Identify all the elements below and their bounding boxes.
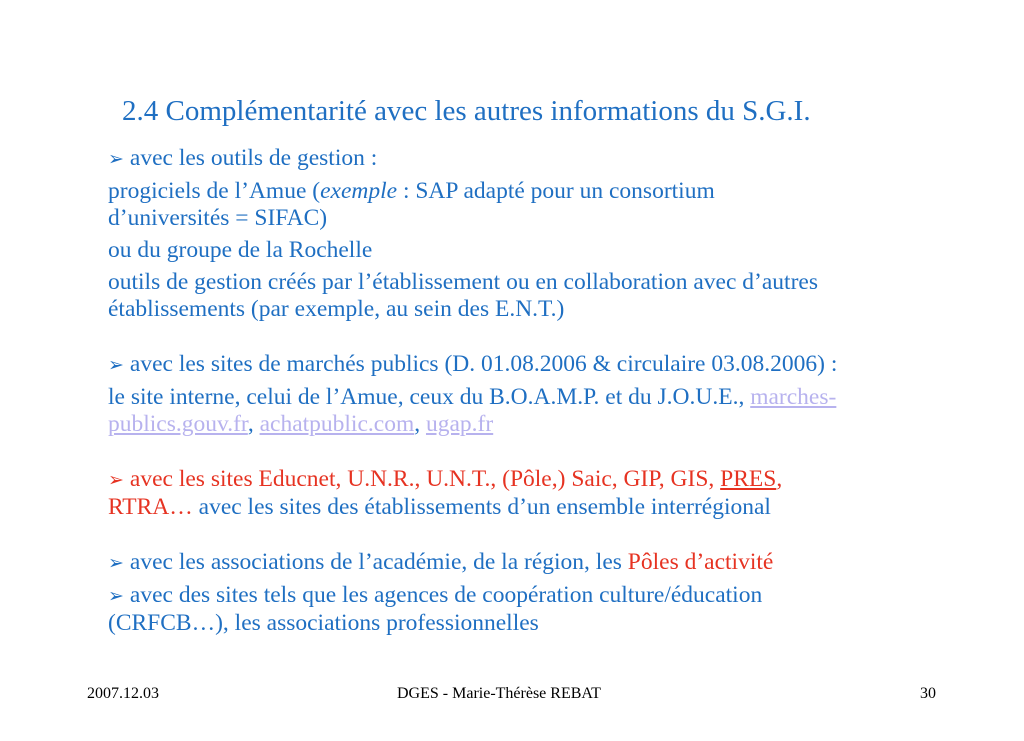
arrow-bullet-icon: ➢ [108,552,124,574]
link-pres[interactable]: PRES [720,466,777,492]
link-marches-publics-cont[interactable]: publics.gouv.fr [108,411,248,437]
footer-page-number: 30 [920,685,936,702]
bullet-text: avec les sites de marchés publics (D. 01.08.2006 & circulaire 03.08.2006) : [129,351,838,377]
bullet-text: avec les outils de gestion : [129,145,378,171]
bullet-agences: ➢ avec des sites tels que les agences de coopération culture/éducation (CRFCB…), les associations professionnelles [108,582,763,636]
bullet-outils-gestion [108,145,1000,173]
arrow-bullet-icon: ➢ [108,354,124,376]
slide-content [108,145,1000,637]
link-ugap[interactable]: ugap.fr [425,411,494,437]
footer-author: DGES - Marie-Thérèse REBAT [397,685,601,702]
slide-title: 2.4 Complémentarité avec les autres informations du S.G.I. [122,95,811,127]
arrow-bullet-icon: ➢ [108,469,124,491]
bullet-associations: ➢ avec les associations de l’académie, de la région, les Pôles d’activité [108,549,774,575]
bullet-educnet: ➢ avec les sites Educnet, U.N.R., U.N.T., (Pôle,) Saic, GIP, GIS, PRES, RTRA… avec les sites des établissements d’un ensemble interrégional [108,466,783,520]
bullet-marches-publics [108,351,1000,379]
paragraph-sites-marches: le site interne, celui de l’Amue, ceux du B.O.A.M.P. et du J.O.U.E., marches- publics.gouv.fr, achatpublic.com, ugap.fr [108,384,837,437]
footer-date: 2007.12.03 [87,685,159,702]
arrow-bullet-icon: ➢ [108,148,124,170]
paragraph-outils-etablissement: outils de gestion créés par l’établissement ou en collaboration avec d’autres établissements (par exemple, au sein des E.N.T.) [108,269,818,322]
paragraph-progiciels: progiciels de l’Amue (exemple : SAP adapté pour un consortium d’universités = SIFAC) [108,178,715,231]
link-marches-publics[interactable]: marches- [750,384,837,410]
arrow-bullet-icon: ➢ [108,585,124,607]
link-achatpublic[interactable]: achatpublic.com [259,411,415,437]
paragraph-rochelle: ou du groupe de la Rochelle [108,237,373,263]
